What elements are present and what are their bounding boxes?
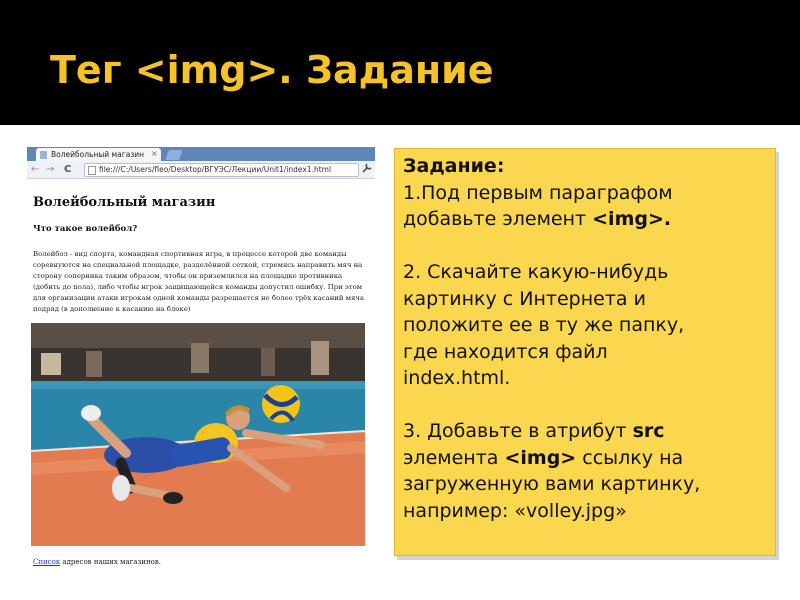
task-item-2-cont: положите ее в ту же папку,	[403, 314, 685, 336]
task-box	[394, 148, 776, 556]
paragraph-line: соревнуются на специальной площадке, разделённой сеткой, стремясь направить мяч на	[33, 260, 363, 269]
slide-header	[0, 0, 800, 125]
page-icon	[40, 151, 47, 159]
task-item-1-cont: добавьте элемент <img>.	[403, 208, 672, 230]
back-arrow-icon[interactable]: ←	[31, 164, 40, 175]
footer-text: адресов наших магазинов.	[60, 558, 162, 566]
task-item-3-cont: элемента <img> ссылку на	[403, 446, 684, 469]
task-item-3: 3. Добавьте в атрибут src	[403, 420, 665, 442]
address-bar[interactable]	[84, 163, 359, 177]
page-footer	[33, 558, 161, 566]
paragraph-line: (добить до пола), либо чтобы игрок защищающейся команды допустил ошибку. При этом	[33, 282, 363, 291]
paragraph-line: Волейбол - вид спорта, командная спортивная игра, в процессе которой две команды	[33, 250, 347, 258]
tab-title: Волейбольный магазин	[51, 150, 145, 159]
task-item-3-cont: например: «volley.jpg»	[403, 499, 627, 522]
task-item-1: 1.Под первым параграфом	[403, 181, 673, 204]
paragraph-line: подряд (в дополнение к касанию на блоке)	[33, 304, 191, 313]
task-item-2-cont: где находится файл	[403, 340, 608, 363]
task-item-3-cont: загруженную вами картинку,	[403, 473, 701, 495]
page-paragraph	[33, 249, 369, 314]
slide-title: Тег <img>. Задание	[50, 48, 494, 92]
page-subheading: Что такое волейбол?	[33, 224, 138, 234]
forward-arrow-icon[interactable]: →	[46, 164, 55, 175]
task-item-2-cont: картинку с Интернета и	[403, 287, 646, 310]
browser-navbar	[27, 161, 375, 179]
browser-screenshot	[27, 147, 375, 574]
page-icon	[88, 166, 96, 175]
task-content	[403, 153, 773, 524]
shops-list-link[interactable]: Список	[33, 558, 61, 566]
close-icon[interactable]: ×	[151, 149, 158, 158]
task-item-2: 2. Скачайте какую-нибудь	[403, 261, 669, 283]
wrench-icon[interactable]	[362, 163, 372, 177]
browser-tabstrip	[27, 147, 375, 161]
browser-tab[interactable]	[36, 148, 161, 161]
paragraph-line: сторону соперника таким образом, чтобы он приземлился на площадке противника	[33, 271, 343, 280]
page-heading: Волейбольный магазин	[33, 195, 216, 210]
url-text: file:///C:/Users/fleo/Desktop/ВГУЭС/Лекции/Unit1/index1.html	[99, 165, 332, 174]
paragraph-line: для организации атаки игрокам одной команды разрешается не более трёх касаний мяча	[33, 293, 365, 302]
reload-icon[interactable]: C	[64, 164, 72, 175]
volleyball-photo	[31, 323, 365, 546]
task-item-2-cont: index.html.	[403, 367, 511, 389]
task-header: Задание:	[403, 155, 505, 177]
new-tab-button[interactable]	[165, 150, 183, 160]
